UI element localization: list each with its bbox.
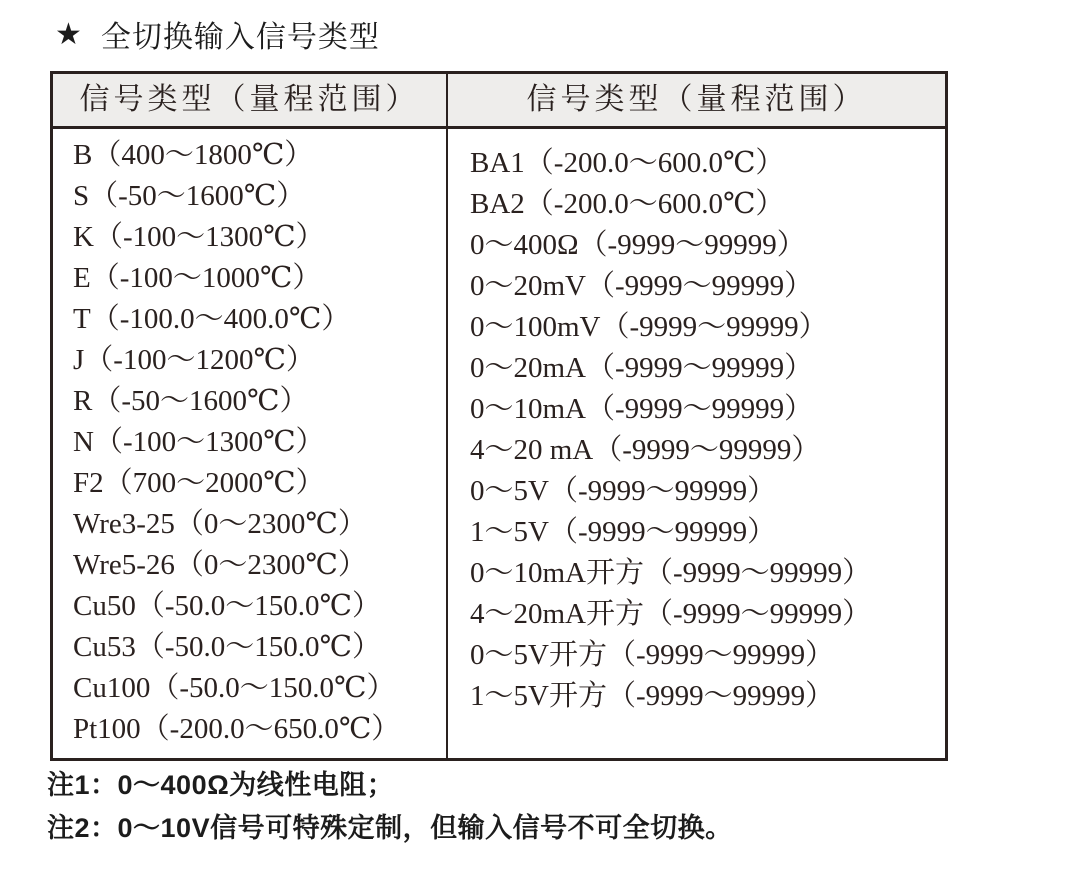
left-column-cell [53,129,448,758]
signal-row-cu53: Cu53（-50.0～150.0℃） [73,631,381,663]
signal-row-0-20ma: 0～20mA（-9999～99999） [470,352,814,384]
signal-row-0-100mv: 0～100mV（-9999～99999） [470,311,828,343]
signal-row-4-20ma: 4～20 mA（-9999～99999） [470,434,821,466]
signal-row-ba1: BA1（-200.0～600.0℃） [470,147,785,179]
signal-row-f2: F2（700～2000℃） [73,467,325,499]
signal-row-wre5-26: Wre5-26（0～2300℃） [73,549,367,581]
signal-row-ba2: BA2（-200.0～600.0℃） [470,188,785,220]
signal-row-cu50: Cu50（-50.0～150.0℃） [73,590,381,622]
signal-row-4-20ma-sqrt: 4～20mA开方（-9999～99999） [470,598,872,630]
signal-row-e: E（-100～1000℃） [73,262,322,294]
right-column-cell [448,129,945,758]
signal-row-t: T（-100.0～400.0℃） [73,303,351,335]
signal-row-0-5v-sqrt: 0～5V开方（-9999～99999） [470,639,835,671]
star-icon: ★ [55,17,83,51]
signal-row-1-5v: 1～5V（-9999～99999） [470,516,777,548]
signal-row-j: J（-100～1200℃） [73,344,315,376]
signal-row-cu100: Cu100（-50.0～150.0℃） [73,672,396,704]
signal-row-0-5v: 0～5V（-9999～99999） [470,475,777,507]
table-body [53,129,945,758]
signal-row-0-20mv: 0～20mV（-9999～99999） [470,270,814,302]
signal-row-s: S（-50～1600℃） [73,180,306,212]
signal-row-b: B（400～1800℃） [73,139,314,171]
signal-row-k: K（-100～1300℃） [73,221,325,253]
signal-row-1-5v-sqrt: 1～5V开方（-9999～99999） [470,680,835,712]
table-header-right: 信号类型（量程范围） [526,83,867,116]
table-header-row [53,74,945,129]
page-title-text: 全切换输入信号类型 [100,21,380,54]
footnotes [47,764,733,850]
signal-row-n: N（-100～1300℃） [73,426,325,458]
signal-row-wre3-25: Wre3-25（0～2300℃） [73,508,367,540]
signal-type-table [50,71,948,761]
signal-row-0-10ma: 0～10mA（-9999～99999） [470,393,814,425]
signal-row-0-400ohm: 0～400Ω（-9999～99999） [470,229,806,261]
note-2: 注2：0～10V信号可特殊定制，但输入信号不可全切换。 [47,813,733,843]
table-header-left: 信号类型（量程范围） [53,74,448,126]
page-title [55,12,380,56]
signal-row-r: R（-50～1600℃） [73,385,309,417]
note-1: 注1：0～400Ω为线性电阻； [47,770,395,800]
signal-row-pt100: Pt100（-200.0～650.0℃） [73,713,401,745]
signal-row-0-10ma-sqrt: 0～10mA开方（-9999～99999） [470,557,872,589]
